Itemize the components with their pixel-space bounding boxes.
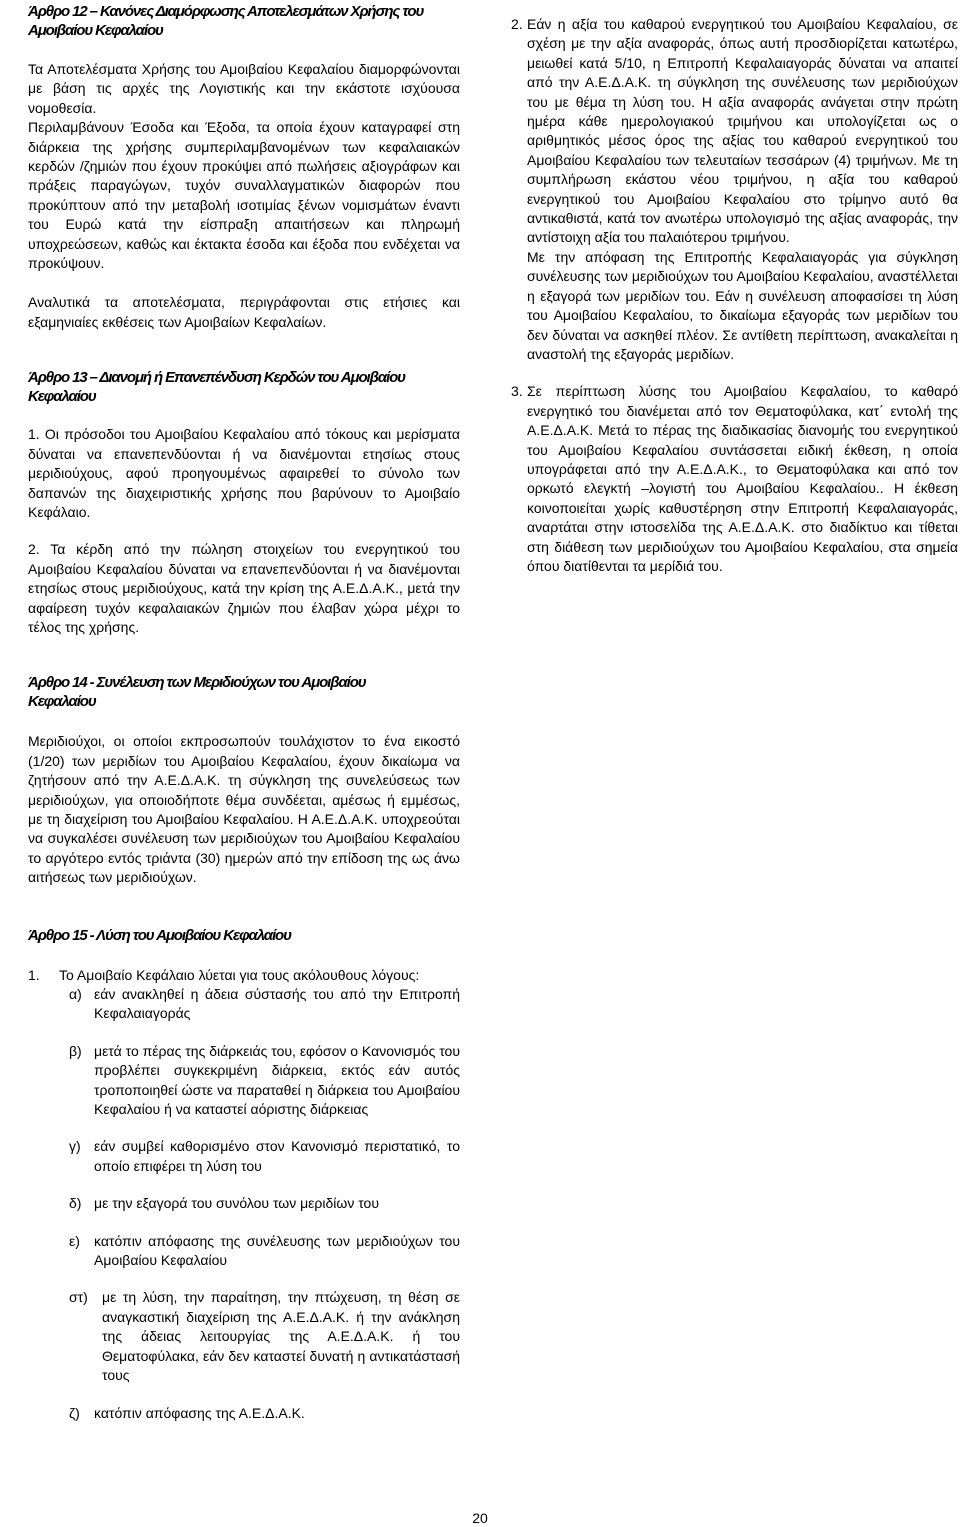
left-column xyxy=(28,0,460,1423)
article-13-paragraph-2: 2. Τα κέρδη από την πώληση στοιχείων του ενεργητικού του Αμοιβαίου Κεφαλαίου δύναται να επανεπενδύονται ή να διανέμονται ετησίως στους μεριδιούχους, κατά την κρίση της Α.Ε.Δ.Α.Κ., μετά την αφαίρεση τυχόν κεφαλαιακών ζημιών που έλαβαν χώρα μέχρι το τέλος της χρήσης. xyxy=(28,541,460,635)
item-number: 3. xyxy=(511,383,523,400)
article-12-paragraph-1: Τα Αποτελέσματα Χρήσης του Αμοιβαίου Κεφαλαίου διαμορφώνονται με βάση τις αρχές της Λογιστικής και την εκάστοτε ισχύουσα νομοθεσία. xyxy=(28,61,460,116)
article-14-title xyxy=(28,673,460,711)
sub-item-text: εάν ανακληθεί η άδεια σύστασής του από την Επιτροπή Κεφαλαιαγοράς xyxy=(94,986,460,1022)
item-3-text: Σε περίπτωση λύσης του Αμοιβαίου Κεφαλαίου, το καθαρό ενεργητικό του διανέμεται από τον Θεματοφύλακα, κατ΄ εντολή της Α.Ε.Δ.Α.Κ. Μετά το πέρας της διαδικασίας διανομής του ενεργητικού του Αμοιβαίου Κεφαλαίου συντάσσεται ειδική έκθεση, η οποία υπογράφεται από την Α.Ε.Δ.Α.Κ., το Θεματοφύλακα και από τον ορκωτό ελεγκτή –λογιστή του Αμοιβαίου Κεφαλαίου.. Η έκθεση κοινοποιείται χωρίς καθυστέρηση στην Επιτροπή Κεφαλαιαγοράς, αναρτάται στην ιστοσελίδα της Α.Ε.Δ.Α.Κ. στο διαδίκτυο και τίθεται στη διάθεση των μεριδιούχων του Αμοιβαίου Κεφαλαίου, στα σημεία όπου διατίθενται τα μερίδιά του. xyxy=(527,383,958,574)
sub-item-label: γ) xyxy=(69,1138,81,1155)
sub-item-text: μετά το πέρας της διάρκειάς του, εφόσον ο Κανονισμός του προβλέπει συγκεκριμένη διάρκεια, εκτός εάν αυτός τροποποιηθεί ώστε να παραταθεί η διάρκεια του Αμοιβαίου Κεφαλαίου ή να καταστεί αόριστης διάρκειας xyxy=(94,1042,460,1118)
article-14-title-line2: Κεφαλαίου xyxy=(28,693,96,711)
article-12-paragraph-3: Αναλυτικά τα αποτελέσματα, περιγράφονται στις ετήσιες και εξαμηνιαίες εκθέσεις των Αμοιβαίων Κεφαλαίων. xyxy=(28,294,460,330)
sub-item-text: εάν συμβεί καθορισμένο στον Κανονισμό περιστατικό, το οποίο επιφέρει τη λύση του xyxy=(94,1138,460,1174)
sub-item-text: κατόπιν απόφασης της συνέλευσης των μεριδιούχων του Αμοιβαίου Κεφαλαίου xyxy=(94,1232,460,1269)
article-14-title-line1: Άρθρο 14 - Συνέλευση των Μεριδιούχων του Αμοιβαίου xyxy=(28,674,366,692)
page-number: 20 xyxy=(472,1510,488,1526)
article-15-item-2 xyxy=(511,15,958,364)
sub-item-text: κατόπιν απόφασης της Α.Ε.Δ.Α.Κ. xyxy=(94,1404,305,1421)
article-12-title-line1: Άρθρο 12 – Κανόνες Διαμόρφωσης Αποτελεσμάτων Χρήσης του xyxy=(28,3,424,20)
sub-item-text: με την εξαγορά του συνόλου των μεριδίων του xyxy=(94,1195,379,1212)
sub-item-label: α) xyxy=(69,986,82,1002)
article-13-title-line1: Άρθρο 13 – Διανομή ή Επανεπένδυση Κερδών του Αμοιβαίου xyxy=(28,369,405,387)
item-text: Το Αμοιβαίο Κεφάλαιο λύεται για τους ακόλουθους λόγους: xyxy=(59,966,420,983)
article-13-title xyxy=(28,368,460,406)
sub-item-e xyxy=(69,1232,460,1271)
article-15-item-1 xyxy=(28,966,460,1423)
sub-item-b xyxy=(69,1042,460,1120)
sub-item-label: δ) xyxy=(69,1195,82,1212)
sub-item-d xyxy=(69,1194,460,1213)
item-number: 1. xyxy=(28,966,40,983)
article-14-paragraph-1: Μεριδιούχοι, οι οποίοι εκπροσωπούν τουλάχιστον το ένα εικοστό (1/20) των μεριδίων του Αμοιβαίου Κεφαλαίου, έχουν δικαίωμα να ζητήσουν από την Α.Ε.Δ.Α.Κ. τη σύγκληση της συνελεύσεως των μεριδιούχων, για οποιοδήποτε θέμα συνδέεται, αμέσως ή εμμέσως, με τη διαχείριση του Αμοιβαίου Κεφαλαίου. Η Α.Ε.Δ.Α.Κ. υποχρεούται να συγκαλέσει συνέλευση των μεριδιούχων του Αμοιβαίου Κεφαλαίου το αργότερο εντός τριάντα (30) ημερών από την επίδοση της ως άνω αιτήσεως των μεριδιούχων. xyxy=(28,733,460,886)
article-13-paragraph-1: 1. Οι πρόσοδοι του Αμοιβαίου Κεφαλαίου από τόκους και μερίσματα δύναται να επανεπενδύονται ή να διανέμονται ετησίως στους μεριδιούχους, αφού προηγουμένως αφαιρεθεί το σύνολο των δαπανών της διαχειριστικής χρήσης που βαρύνουν το Αμοιβαίο Κεφάλαιο. xyxy=(28,426,460,520)
sub-item-c xyxy=(69,1137,460,1176)
sub-item-st xyxy=(69,1288,460,1385)
article-12-paragraph-2: Περιλαμβάνουν Έσοδα και Έξοδα, τα οποία έχουν καταγραφεί στη διάρκεια της χρήσης συμπεριλαμβανομένων των κεφαλαιακών κερδών /ζημιών που έχουν προκύψει από πωλήσεις αξιογράφων και πράξεις παραγώγων, τυχόν συναλλαγματικών διαφορών που προκύπτουν από την μεταβολή ισοτιμίας ξένων νομισμάτων έναντι του Ευρώ κατά την είσπραξη απαιτήσεων και πληρωμή υποχρεώσεων, καθώς και έκτακτα έσοδα και έξοδα που ενδέχεται να προκύψουν. xyxy=(28,119,460,272)
sub-item-label: στ) xyxy=(69,1289,88,1306)
article-15-item-3 xyxy=(511,382,958,576)
sub-item-label: ε) xyxy=(69,1232,80,1249)
item-2-paragraph-1: Εάν η αξία του καθαρού ενεργητικού του Αμοιβαίου Κεφαλαίου, σε σχέση με την αξία αναφοράς, όπως αυτή προσδιορίζεται κατωτέρω, μειωθεί κατά 5/10, η Επιτροπή Κεφαλαιαγοράς δύναται να απαιτεί από την Α.Ε.Δ.Α.Κ. τη σύγκληση της συνέλευσης των μεριδιούχων του με θέμα τη λύση του. Η αξία αναφοράς ανάγεται στην πρώτη ημέρα κάθε ημερολογιακού τριμήνου και υπολογίζεται ως ο αριθμητικός μέσος όρος της αξίας του καθαρού ενεργητικού του Αμοιβαίου Κεφαλαίου των τελευταίων τεσσάρων (4) τριμήνων. Με τη συμπλήρωση εκάστου νέου τριμήνου, η αξία του καθαρού ενεργητικού του Αμοιβαίου Κεφαλαίου στο τρίμηνο αυτό θα αντικαθιστά, κατά τον ανωτέρω υπολογισμό της αξίας αναφοράς, την αντίστοιχη αξία του παλαιότερου τριμήνου. xyxy=(527,16,958,246)
item-2-paragraph-2: Με την απόφαση της Επιτροπής Κεφαλαιαγοράς για σύγκληση συνέλευσης των μεριδιούχων του Αμοιβαίου Κεφαλαίου, αναστέλλεται η εξαγορά των μεριδίων του. Εάν η συνέλευση αποφασίσει τη λύση του Αμοιβαίου Κεφαλαίου, το δικαίωμα εξαγοράς των μεριδίων του δεν δύναται να ασκηθεί πλέον. Σε αντίθετη περίπτωση, ανακαλείται η αναστολή της εξαγοράς μεριδίων. xyxy=(527,248,958,362)
article-12-title xyxy=(28,2,460,40)
article-12-title-line2: Αμοιβαίου Κεφαλαίου xyxy=(28,22,163,39)
sub-item-label: β) xyxy=(69,1042,82,1059)
sub-item-text: με τη λύση, την παραίτηση, την πτώχευση, τη θέση σε αναγκαστική διαχείριση της Α.Ε.Δ.Α.Κ. ή την ανάκληση της άδειας λειτουργίας της Α.Ε.Δ.Α.Κ. ή του Θεματοφύλακα, εάν δεν καταστεί δυνατή η αντικατάστασή τους xyxy=(102,1289,460,1384)
sub-item-label: ζ) xyxy=(69,1404,80,1421)
article-15-title: Άρθρο 15 - Λύση του Αμοιβαίου Κεφαλαίου xyxy=(28,926,291,944)
sub-item-z xyxy=(69,1404,460,1423)
article-13-title-line2: Κεφαλαίου xyxy=(28,388,96,406)
right-column xyxy=(511,15,958,576)
item-number: 2. xyxy=(511,16,523,32)
sub-item-a xyxy=(69,985,460,1024)
